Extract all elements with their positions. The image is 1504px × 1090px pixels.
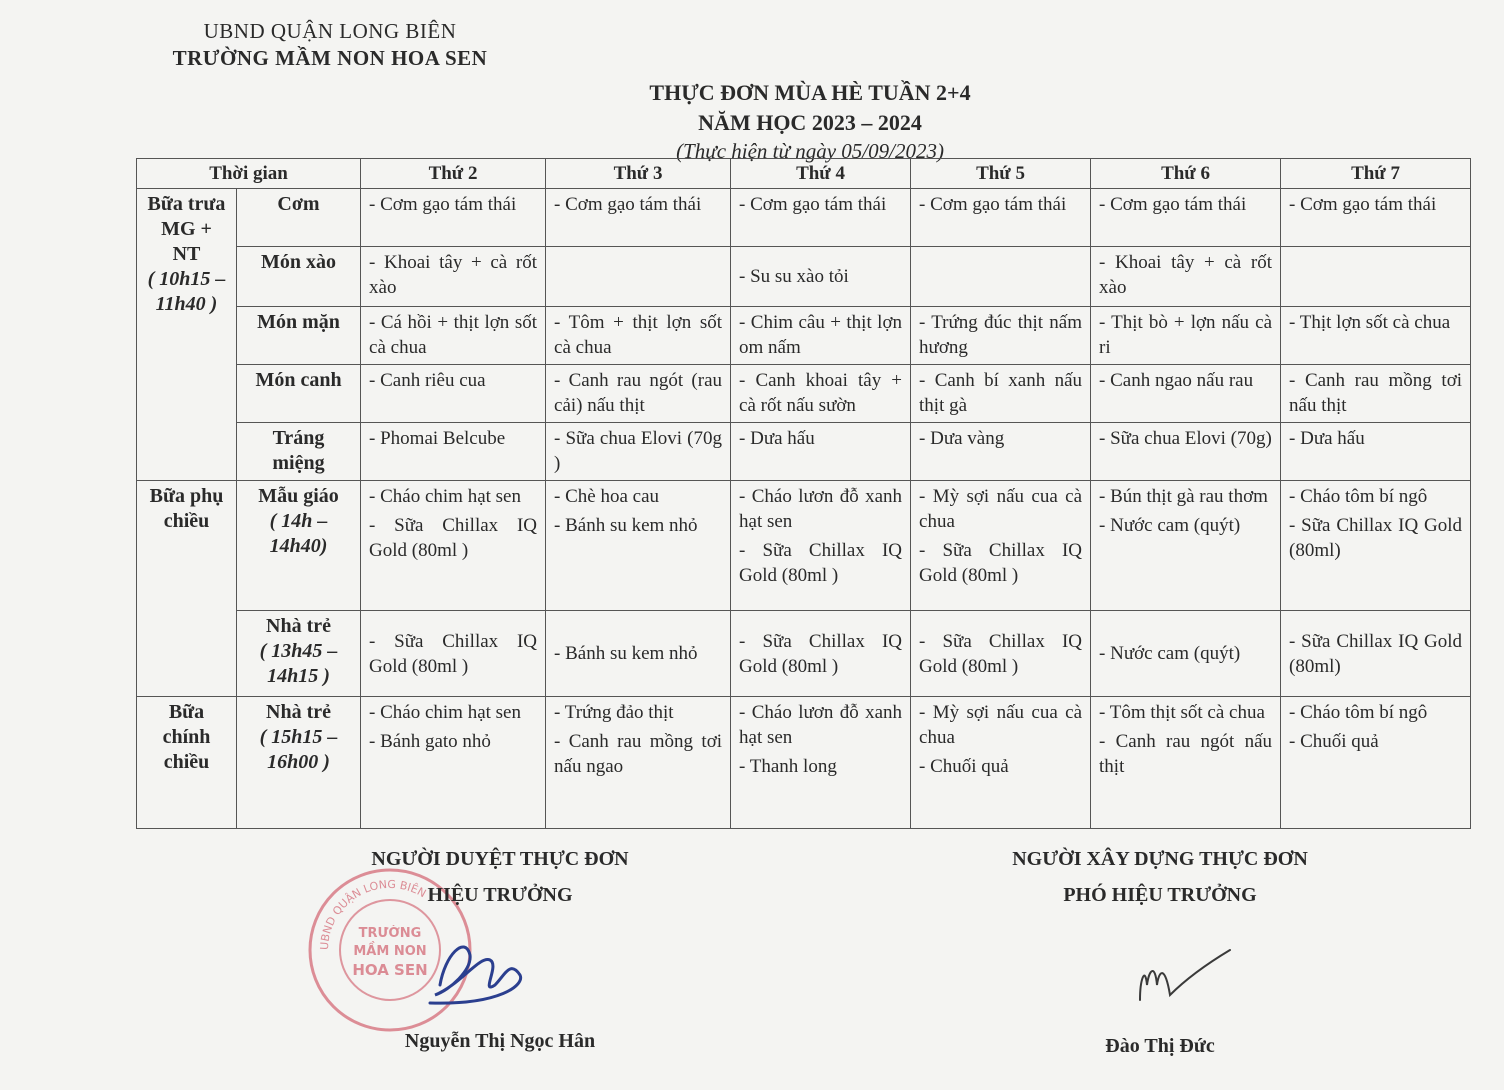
meal-item-label [237,611,361,697]
menu-cell [731,247,911,307]
dish: - Cá hồi + thịt lợn sốt cà chua [369,312,538,358]
menu-cell [1281,697,1471,829]
menu-row [137,307,1471,365]
dish: - Cháo chim hạt sen [369,702,521,723]
dish: - Bánh su kem nhỏ [554,515,698,536]
menu-row [137,697,1471,829]
dish: - Canh bí xanh nấu thịt gà [919,370,1083,416]
menu-cell [731,423,911,481]
dish: - Chuối quả [1289,731,1379,752]
dish: - Canh rau ngót nấu thịt [1099,731,1273,777]
dish: - Thịt lợn sốt cà chua [1289,312,1451,333]
dish: - Cơm gạo tám thái [919,194,1067,215]
dish: - Sữa Chillax IQ Gold (80ml ) [739,630,903,677]
dish: - Chè hoa cau [554,486,659,507]
dish: - Sữa chua Elovi (70g ) [554,428,723,474]
dish: - Sữa Chillax IQ Gold (80ml ) [919,630,1083,677]
menu-cell [911,423,1091,481]
dish: - Sữa Chillax IQ Gold (80ml ) [919,540,1083,586]
dish: - Bánh gato nhỏ [369,731,491,752]
menu-cell [1281,247,1471,307]
menu-cell [1281,189,1471,247]
menu-cell [546,247,731,307]
dish: - Sữa Chillax IQ Gold (80ml) [1289,630,1463,677]
meal-group-time: ( 10h15 – 11h40 ) [147,268,226,315]
menu-cell [731,189,911,247]
menu-cell [911,189,1091,247]
menu-row [137,365,1471,423]
dish: - Cháo chim hạt sen [369,486,521,507]
menu-cell [546,611,731,697]
meal-item-time: ( 14h – 14h40) [269,510,328,557]
dish: - Su su xào tỏi [739,266,849,287]
dish: - Sữa Chillax IQ Gold (80ml) [1289,515,1463,561]
menu-cell [1281,307,1471,365]
meal-group-label [137,697,237,829]
organization-header [150,18,510,72]
dish: - Thanh long [739,756,837,777]
meal-item-name: Mẫu giáo [258,485,339,507]
day-header: Thứ 3 [546,159,731,189]
dish: - Cháo tôm bí ngô [1289,486,1428,507]
dish: - Dưa hấu [739,428,815,449]
effective-date: (Thực hiện từ ngày 05/09/2023) [676,139,944,163]
header-row [137,159,1471,189]
day-header: Thứ 2 [361,159,546,189]
dish: - Canh khoai tây + cà rốt nấu sườn [739,370,903,416]
menu-cell [546,365,731,423]
menu-cell [911,697,1091,829]
dish: - Sữa Chillax IQ Gold (80ml ) [369,630,538,677]
stamp-ring-text: UBND QUẬN LONG BIÊN [317,877,429,951]
dish: - Canh ngao nấu rau [1099,370,1254,391]
menu-cell [361,697,546,829]
meal-group-label [137,481,237,697]
meal-item-name: Cơm [277,193,320,215]
menu-title: THỰC ĐƠN MÙA HÈ TUẦN 2+4 [649,80,971,105]
dish: - Mỳ sợi nấu cua cà chua [919,702,1083,748]
menu-row [137,247,1471,307]
stamp-text: MẦM NON [353,944,427,959]
menu-cell [361,481,546,611]
meal-item-name: Tráng miệng [272,427,325,474]
menu-cell [361,365,546,423]
menu-row [137,611,1471,697]
menu-cell [1091,697,1281,829]
dish: - Cơm gạo tám thái [739,194,887,215]
meal-item-label [237,697,361,829]
menu-cell [361,189,546,247]
dish: - Canh rau ngót (rau cải) nấu thịt [554,370,723,416]
dish: - Bánh su kem nhỏ [554,643,698,664]
dish: - Chuối quả [919,756,1009,777]
school-name: TRƯỜNG MẦM NON HOA SEN [172,46,488,70]
menu-cell [1281,365,1471,423]
menu-cell [1091,189,1281,247]
menu-cell [546,423,731,481]
menu-cell [1091,247,1281,307]
dish: - Trứng đúc thịt nấm hương [919,312,1083,358]
menu-cell [1281,481,1471,611]
dish: - Cơm gạo tám thái [1289,194,1437,215]
meal-item-label [237,307,361,365]
builder-role: PHÓ HIỆU TRƯỞNG [1063,884,1257,906]
meal-item-label [237,247,361,307]
menu-cell [731,481,911,611]
dish: - Sữa chua Elovi (70g) [1099,428,1272,449]
meal-item-label [237,481,361,611]
dish: - Bún thịt gà rau thơm [1099,486,1268,507]
menu-cell [911,365,1091,423]
menu-cell [1091,423,1281,481]
dish: - Canh riêu cua [369,370,486,391]
principal-signature [410,915,540,1015]
menu-cell [1281,423,1471,481]
dish: - Cháo lươn đỗ xanh hạt sen [739,486,903,532]
dish: - Chim câu + thịt lợn om nấm [739,312,903,358]
dish: - Khoai tây + cà rốt xào [1099,252,1273,298]
menu-cell [911,247,1091,307]
dish: - Canh rau mồng tơi nấu ngao [554,731,723,777]
meal-item-time: ( 15h15 – 16h00 ) [259,726,338,773]
menu-cell [731,365,911,423]
dish: - Mỳ sợi nấu cua cà chua [919,486,1083,532]
day-header: Thứ 5 [911,159,1091,189]
menu-cell [1091,365,1281,423]
menu-cell [546,481,731,611]
dish: - Trứng đảo thịt [554,702,674,723]
menu-cell [546,307,731,365]
menu-row [137,481,1471,611]
meal-group-name: Bữa trưa MG + NT [147,193,226,265]
meal-item-label [237,189,361,247]
menu-cell [361,611,546,697]
dish: - Cháo tôm bí ngô [1289,702,1428,723]
dish: - Cơm gạo tám thái [554,194,702,215]
meal-group-name: Bữa chính chiều [162,701,211,773]
day-header: Thứ 6 [1091,159,1281,189]
dish: - Cơm gạo tám thái [1099,194,1247,215]
dish: - Cháo lươn đỗ xanh hạt sen [739,702,903,748]
menu-cell [731,697,911,829]
menu-cell [1281,611,1471,697]
builder-title: NGƯỜI XÂY DỰNG THỰC ĐƠN [1012,848,1308,870]
dish: - Nước cam (quýt) [1099,515,1241,536]
approver-title: NGƯỜI DUYỆT THỰC ĐƠN [371,848,629,870]
builder-name: Đào Thị Đức [1105,1035,1215,1057]
meal-group-label [137,189,237,481]
menu-cell [1091,481,1281,611]
menu-cell [911,611,1091,697]
dish: - Canh rau mồng tơi nấu thịt [1289,370,1463,416]
dish: - Sữa Chillax IQ Gold (80ml ) [739,540,903,586]
dish: - Tôm thịt sốt cà chua [1099,702,1265,723]
menu-cell [361,247,546,307]
stamp-text: HOA SEN [352,961,428,979]
dish: - Cơm gạo tám thái [369,194,517,215]
menu-cell [361,423,546,481]
meal-item-name: Món canh [255,369,342,391]
meal-item-label [237,423,361,481]
day-header: Thứ 4 [731,159,911,189]
district-name: UBND QUẬN LONG BIÊN [203,19,457,43]
day-header: Thứ 7 [1281,159,1471,189]
meal-item-time: ( 13h45 – 14h15 ) [259,640,338,687]
menu-cell [911,481,1091,611]
menu-cell [546,697,731,829]
menu-row [137,423,1471,481]
dish: - Phomai Belcube [369,428,506,449]
dish: - Tôm + thịt lợn sốt cà chua [554,312,723,358]
menu-cell [1091,307,1281,365]
approver-role: HIỆU TRƯỞNG [427,884,573,906]
menu-cell [546,189,731,247]
menu-row [137,189,1471,247]
dish: - Dưa vàng [919,428,1005,449]
vice-principal-signature [1125,945,1245,1015]
meal-item-name: Nhà trẻ [266,615,331,637]
approver-name: Nguyễn Thị Ngọc Hân [404,1030,596,1052]
meal-item-name: Món xào [261,251,336,273]
dish: - Nước cam (quýt) [1099,643,1241,664]
meal-item-name: Nhà trẻ [266,701,331,723]
menu-cell [731,307,911,365]
meal-item-label [237,365,361,423]
menu-cell [911,307,1091,365]
meal-item-name: Món mặn [257,311,340,333]
dish: - Khoai tây + cà rốt xào [369,252,538,298]
school-year: NĂM HỌC 2023 – 2024 [698,110,922,135]
dish: - Thịt bò + lợn nấu cà ri [1099,312,1273,358]
menu-cell [731,611,911,697]
time-column-header: Thời gian [137,159,361,189]
weekly-menu-table [136,158,1471,829]
dish: - Sữa Chillax IQ Gold (80ml ) [369,515,538,561]
meal-group-name: Bữa phụ chiều [149,485,224,532]
menu-cell [361,307,546,365]
stamp-text: TRƯỜNG [358,926,422,941]
menu-cell [1091,611,1281,697]
dish: - Dưa hấu [1289,428,1365,449]
